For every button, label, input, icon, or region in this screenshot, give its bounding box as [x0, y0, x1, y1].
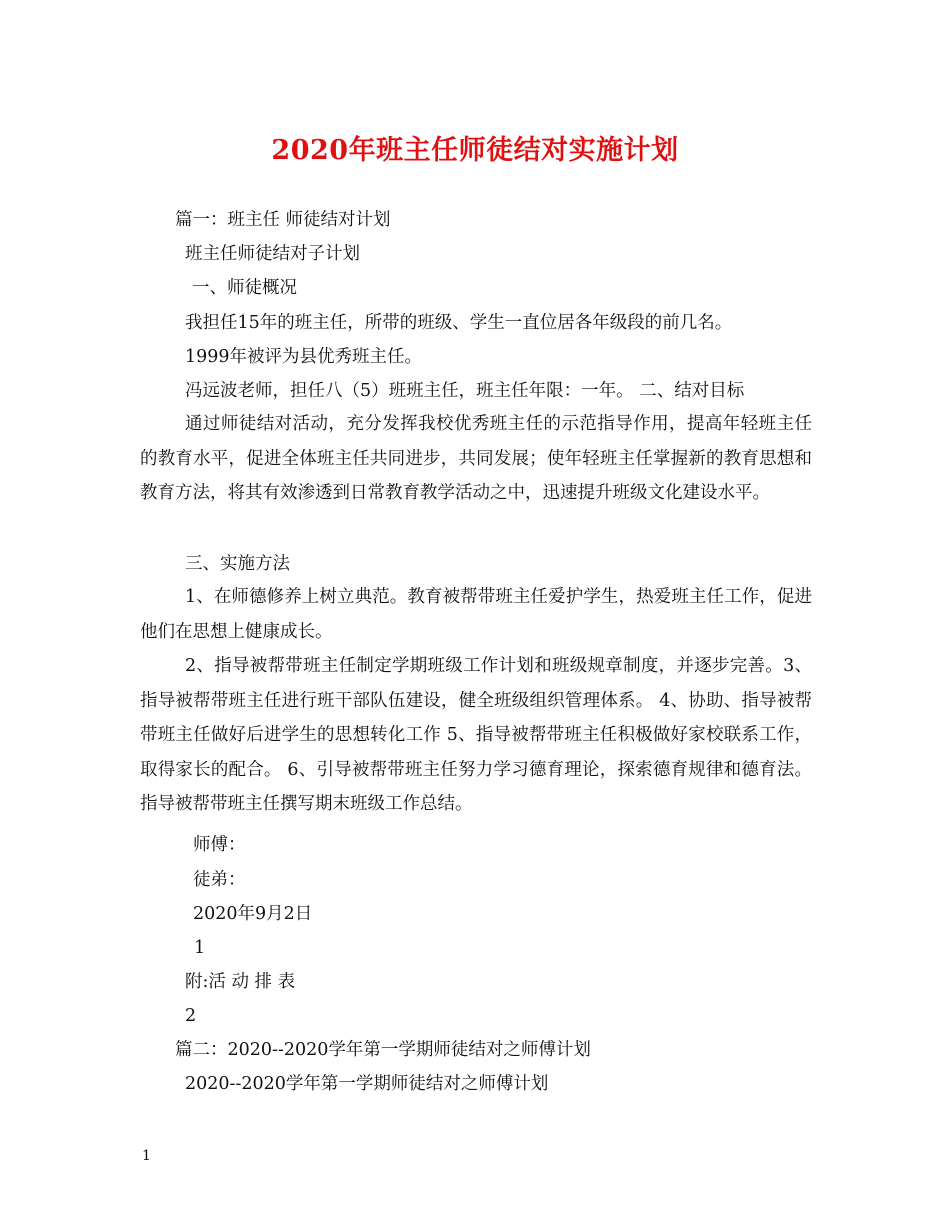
attachment-line: 附:活 动 排 表 [185, 972, 296, 992]
heading-method: 三、实施方法 [185, 554, 290, 574]
master-signature: 师傅： [193, 835, 246, 855]
section1-heading: 篇一：班主任 师徒结对计划 [175, 210, 391, 230]
overview-line-1: 我担任15年的班主任，所带的班级、学生一直位居各年级段的前几名。 [185, 313, 733, 333]
subtitle: 班主任师徒结对子计划 [185, 244, 360, 264]
date: 2020年9月2日 [193, 904, 313, 924]
page-marker-2: 2 [185, 1006, 197, 1026]
goal-paragraph: 通过师徒结对活动，充分发挥我校优秀班主任的示范指导作用，提高年轻班主任的教育水平，促进全体班主任共同进步，共同发展；使年轻班主任掌握新的教育思想和教育方法，将其有效渗透到日常教育教学活动之中，迅速提升班级文化建设水平。 [140, 414, 812, 503]
method-paragraph-2: 2、指导被帮带班主任制定学期班级工作计划和班级规章制度，并逐步完善。3、指导被帮带班主任进行班干部队伍建设，健全班级组织管理体系。 4、协助、指导被帮带班主任做好后进学生的思想转化工作 5、指导被帮带班主任积极做好家校联系工作，取得家长的配合。 6、引导被帮带班主任努力学习德育理论，探索德育规律和德育法。指导被帮带班主任撰写期末班级工作总结。 [140, 656, 812, 814]
method-paragraph-1: 1、在师德修养上树立典范。教育被帮带班主任爱护学生，热爱班主任工作，促进他们在思想上健康成长。 [140, 587, 812, 642]
heading-overview: 一、师徒概况 [192, 278, 297, 298]
section2-heading: 篇二：2020--2020学年第一学期师徒结对之师傅计划 [175, 1040, 591, 1060]
page-number: 1 [142, 1148, 151, 1164]
document-title: 2020年班主任师徒结对实施计划 [271, 135, 679, 166]
overview-line-2: 1999年被评为县优秀班主任。 [185, 347, 423, 367]
overview-line-3: 冯远波老师，担任八（5）班班主任，班主任年限：一年。 二、结对目标 [185, 381, 745, 401]
page-marker-1: 1 [194, 938, 206, 958]
section2-subtitle: 2020--2020学年第一学期师徒结对之师傅计划 [185, 1074, 549, 1094]
apprentice-signature: 徒弟： [193, 870, 246, 890]
